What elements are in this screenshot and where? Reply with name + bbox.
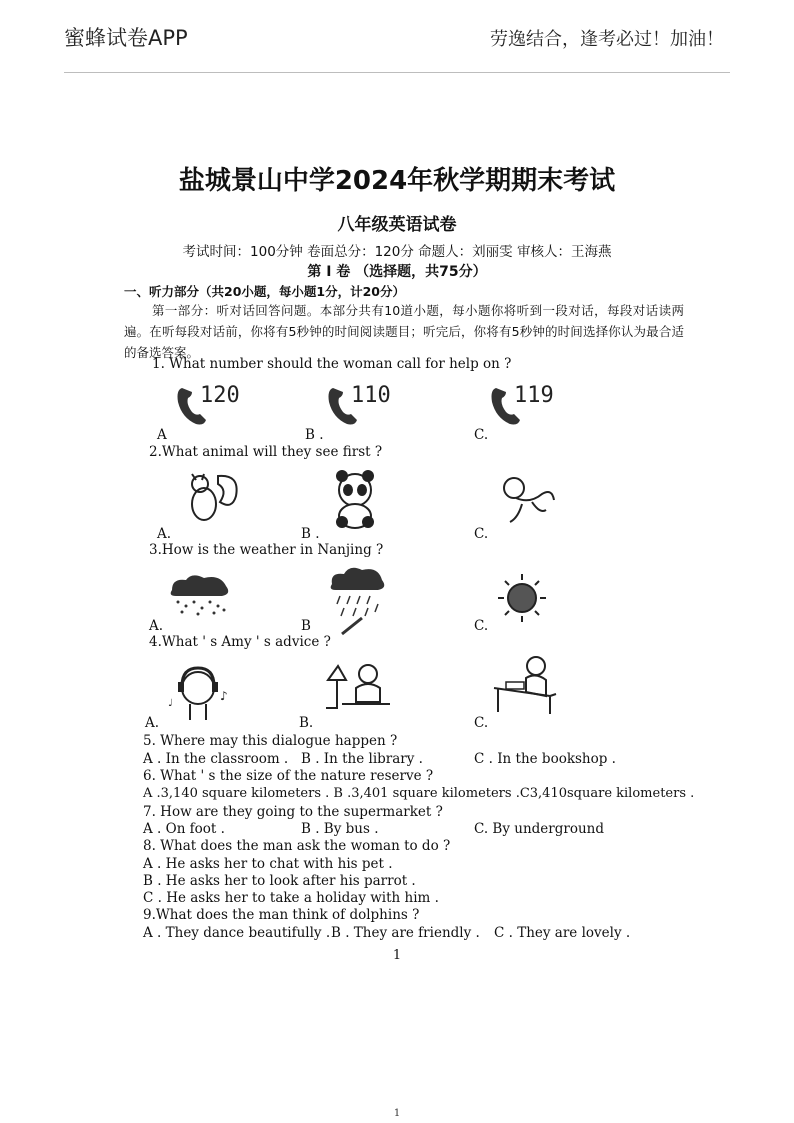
exam-info: 考试时间：100分钟 卷面总分：120分 命题人：刘丽雯 审核人：王海燕 (182, 244, 612, 260)
q8-option-b: B . He asks her to look after his parrot . (143, 873, 416, 889)
q1-option-a: A (157, 427, 167, 443)
q5-option-c: C . In the bookshop . (474, 751, 616, 767)
q1-option-c: C. (474, 427, 489, 443)
monkey-icon (496, 474, 558, 528)
q3-option-c: C. (474, 618, 489, 634)
page-number: 1 (392, 948, 402, 963)
q6-options: A .3,140 square kilometers . B .3,401 square kilometers .C3,410square kilometers . (143, 786, 695, 801)
q2-option-c: C. (474, 526, 489, 542)
q2-option-b: B . (301, 526, 320, 542)
q1-text: 1. What number should the woman call for help on ? (152, 356, 512, 372)
q4-option-a: A. (145, 715, 160, 731)
q3-option-a: A. (149, 618, 164, 634)
q1-number-a: 120 (200, 383, 240, 408)
exam-title: 盐城景山中学2024年秋学期期末考试 (178, 166, 616, 196)
q3-text: 3.How is the weather in Nanjing ? (149, 542, 384, 558)
q1-number-c: 119 (514, 383, 554, 408)
q3-option-b: B (301, 618, 311, 634)
q2-text: 2.What animal will they see first ? (149, 444, 383, 460)
q8-text: 8. What does the man ask the woman to do ? (143, 838, 451, 854)
q5-option-a: A . In the classroom . (143, 751, 289, 767)
reading-by-lamp-icon (322, 660, 392, 716)
footer-page-number: 1 (393, 1108, 401, 1119)
slogan: 劳逸结合，逢考必过！加油！ (490, 29, 724, 50)
q4-option-b: B. (299, 715, 314, 731)
rain-cloud-icon (326, 564, 388, 636)
svg-text:♪: ♪ (220, 689, 228, 703)
q9-option-a: A . They dance beautifully . (143, 925, 331, 941)
phone-icon (174, 380, 244, 430)
phone-icon (325, 380, 395, 430)
q4-text: 4.What ' s Amy ' s advice ? (149, 634, 331, 650)
squirrel-icon (178, 466, 242, 528)
headphones-music-icon (168, 660, 232, 722)
svg-text:♩: ♩ (168, 698, 173, 709)
q5-option-b: B . In the library . (301, 751, 423, 767)
q9-option-b: B . They are friendly . (331, 925, 480, 941)
snow-cloud-icon (166, 572, 234, 618)
q9-option-c: C . They are lovely . (494, 925, 631, 941)
app-name: 蜜蜂试卷APP (64, 26, 188, 50)
q1-option-b: B . (305, 427, 324, 443)
q7-text: 7. How are they going to the supermarket ? (143, 804, 443, 820)
q8-option-a: A . He asks her to chat with his pet . (143, 856, 393, 872)
instructions: 第一部分：听对话回答问题。本部分共有10道小题，每小题你将听到一段对话，每段对话读两遍。在听每段对话前，你将有5秒钟的时间阅读题目；听完后，你将有5秒钟的时间选择你认为最合适的备选答案。 (124, 303, 684, 360)
q4-option-c: C. (474, 715, 489, 731)
studying-at-desk-icon (490, 652, 558, 716)
volume-heading: 第 Ⅰ 卷 （选择题，共75分） (307, 264, 487, 280)
q2-option-a: A. (157, 526, 172, 542)
exam-subtitle: 八年级英语试卷 (337, 215, 457, 235)
q7-option-c: C. By underground (474, 821, 604, 837)
q1-number-b: 110 (351, 383, 391, 408)
phone-icon (488, 380, 558, 430)
q7-option-b: B . By bus . (301, 821, 379, 837)
q7-option-a: A . On foot . (143, 821, 225, 837)
q6-text: 6. What ' s the size of the nature reserve ? (143, 768, 434, 784)
q9-text: 9.What does the man think of dolphins ? (143, 907, 420, 923)
q8-option-c: C . He asks her to take a holiday with him . (143, 890, 439, 906)
panda-icon (330, 468, 380, 530)
q5-text: 5. Where may this dialogue happen ? (143, 733, 398, 749)
sun-icon (496, 572, 548, 624)
header-divider (64, 72, 730, 73)
section-heading: 一、听力部分（共20小题，每小题1分，计20分） (124, 284, 405, 299)
